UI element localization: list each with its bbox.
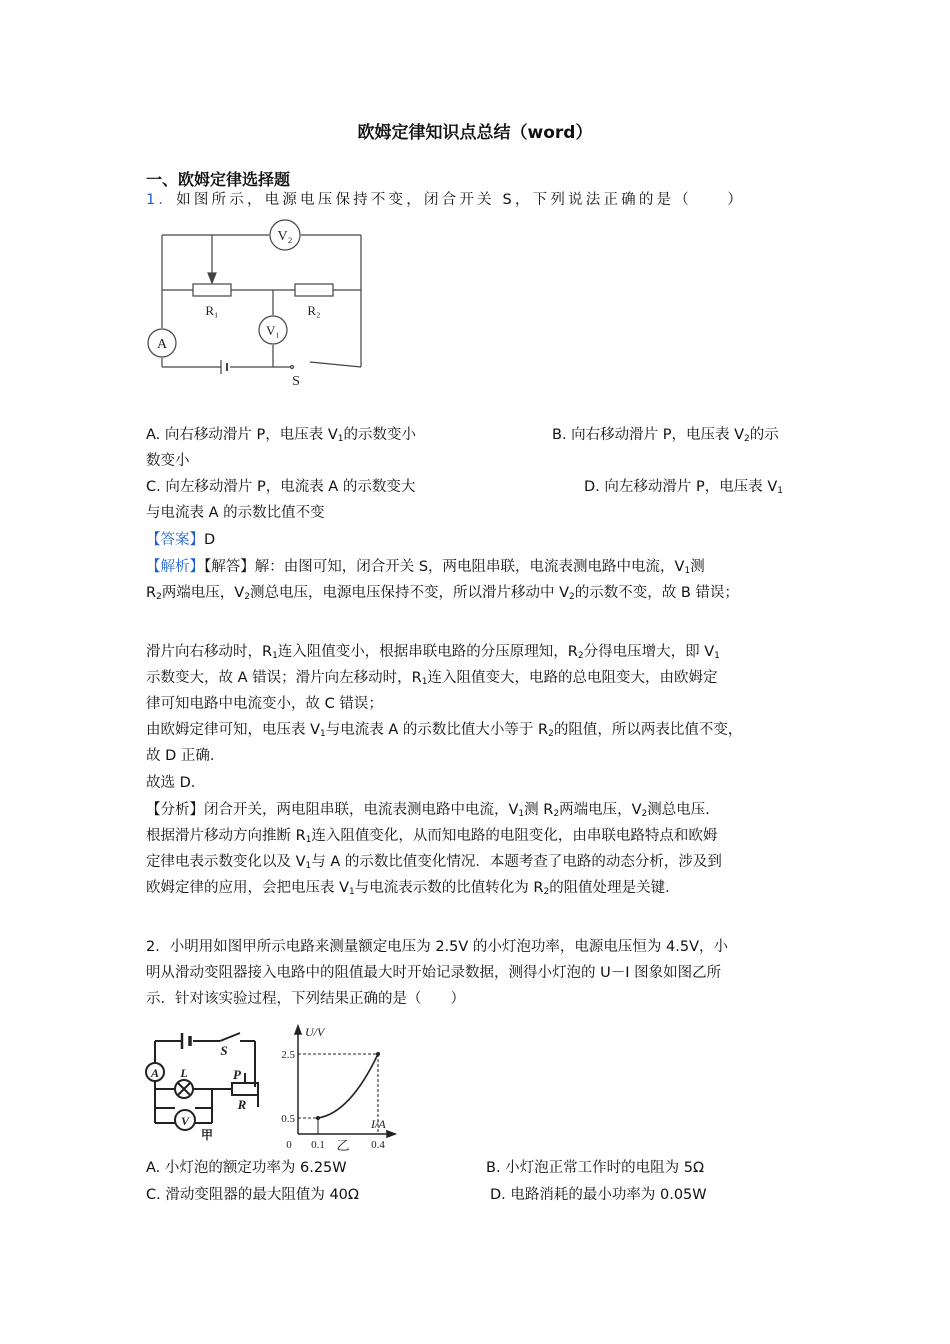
q2-option-c: C. 滑动变阻器的最大阻值为 40Ω: [146, 1187, 359, 1203]
y-axis-label: U/V: [305, 1025, 325, 1039]
q1-analysis-line-3: 滑片向右移动时，$R_1$连入阻值变小，根据串联电路的分压原理知，$R_2$分得电压增大，即 $V_1$: [146, 644, 720, 661]
q1-analysis-line-8: 故选 D．: [146, 775, 206, 791]
origin-label: 0: [286, 1139, 292, 1151]
q2-stem-line-3: 示．针对该实验过程，下列结果正确的是（ ）: [146, 991, 465, 1007]
lamp-label: L: [180, 1066, 188, 1080]
q2-option-a: A. 小灯泡的额定功率为 6.25W: [146, 1160, 347, 1176]
data-point-start: [316, 1116, 320, 1120]
v2-label: V₂: [277, 229, 293, 244]
q1-option-d-cont: 与电流表 A 的示数比值不变: [146, 505, 325, 521]
q2-stem-line-2: 明从滑动变阻器接入电路中的阻值最大时开始记录数据，测得小灯泡的 U－I 图象如图乙所: [146, 965, 722, 981]
q1-stem: [146, 190, 745, 210]
x-tick-label: 0.4: [371, 1139, 385, 1151]
q1-summary-line-2: 根据滑片移动方向推断 $R_1$连入阻值变化，从而知电路的电阻变化，由串联电路特点和欧姆: [146, 828, 718, 845]
q1-analysis-line-4: 示数变大，故 A 错误；滑片向左移动时，$R_1$连入阻值变大，电路的总电阻变大，由欧姆定: [146, 670, 718, 687]
q1-analysis-line-5: 律可知电路中电流变小，故 C 错误；: [146, 696, 383, 712]
q1-analysis-line-6: 由欧姆定律可知，电压表 $V_1$与电流表 A 的示数比值大小等于 $R_2$的阻值，所以两表比值不变，: [146, 722, 743, 739]
q2-option-b: B. 小灯泡正常工作时的电阻为 5Ω: [486, 1160, 705, 1176]
ammeter-label: A: [156, 337, 168, 352]
ammeter-label: A: [150, 1066, 160, 1080]
graph-caption: 乙: [336, 1138, 350, 1152]
q2-ui-graph: [275, 1022, 400, 1152]
r1-label: R₁: [205, 303, 219, 318]
q1-option-d: D. 向左移动滑片 P，电压表 $V_1$: [584, 479, 783, 496]
q1-summary-line-3: 定律电表示数变化以及 $V_1$与 A 的示数比值变化情况．本题考查了电路的动态分析，涉及到: [146, 854, 722, 871]
v1-label: V₁: [266, 323, 280, 338]
data-point-end: [376, 1052, 380, 1056]
slider-label: P: [233, 1067, 241, 1082]
series-line: [318, 1054, 378, 1118]
q2-option-d: D. 电路消耗的最小功率为 0.05W: [490, 1187, 707, 1203]
voltmeter-label: V: [180, 1114, 190, 1128]
q1-circuit-diagram: [140, 215, 370, 395]
analysis-tag: 【解析】: [146, 559, 204, 575]
q1-summary-line-1: 【分析】闭合开关，两电阻串联，电流表测电路中电流，$V_1$测 $R_2$两端电压，$V_2$测总电压．: [146, 802, 720, 819]
q1-number: 1．: [146, 192, 177, 208]
circuit-caption: 甲: [200, 1128, 214, 1142]
y-tick-label: 0.5: [281, 1113, 295, 1125]
q1-summary-line-4: 欧姆定律的应用，会把电压表 $V_1$与电流表示数的比值转化为 $R_2$的阻值处理是关键．: [146, 880, 680, 897]
switch-label: S: [292, 374, 300, 389]
q1-option-a: A. 向右移动滑片 P，电压表 $V_1$的示数变小: [146, 427, 416, 444]
q1-answer: 【答案】D: [146, 532, 216, 548]
q1-analysis-line-7: 故 D 正确．: [146, 748, 225, 764]
q1-analysis-line-1: 【解析】【解答】解：由图可知，闭合开关 S，两电阻串联，电流表测电路中电流，$V_1$测: [146, 559, 705, 576]
y-tick-label: 2.5: [281, 1049, 295, 1061]
r2-label: R₂: [307, 303, 321, 318]
q1-option-b-cont: 数变小: [146, 453, 190, 469]
answer-tag: 【答案】: [146, 532, 204, 548]
q2-stem-line-1: 2．小明用如图甲所示电路来测量额定电压为 2.5V 的小灯泡功率，电源电压恒为 4.5V，小: [146, 939, 729, 955]
q1-text: 如图所示，电源电压保持不变，闭合开关 S，下列说法正确的是（ ）: [176, 192, 746, 208]
switch-label: S: [220, 1043, 228, 1058]
page-title: 欧姆定律知识点总结（word）: [357, 123, 593, 143]
rheostat-label: R: [237, 1097, 247, 1112]
q1-analysis-line-2: $R_2$两端电压，$V_2$测总电压，电源电压保持不变，所以滑片移动中 $V_2$的示数不变，故 B 错误；: [146, 585, 739, 602]
section-heading: 一、欧姆定律选择题: [146, 170, 291, 189]
q1-option-b: B. 向右移动滑片 P，电压表 $V_2$的示: [552, 427, 779, 444]
x-axis-label: I/A: [371, 1117, 386, 1131]
q1-option-c: C. 向左移动滑片 P，电流表 A 的示数变大: [146, 479, 416, 495]
q2-circuit-diagram: [140, 1025, 275, 1145]
x-tick-label: 0.1: [311, 1139, 325, 1151]
